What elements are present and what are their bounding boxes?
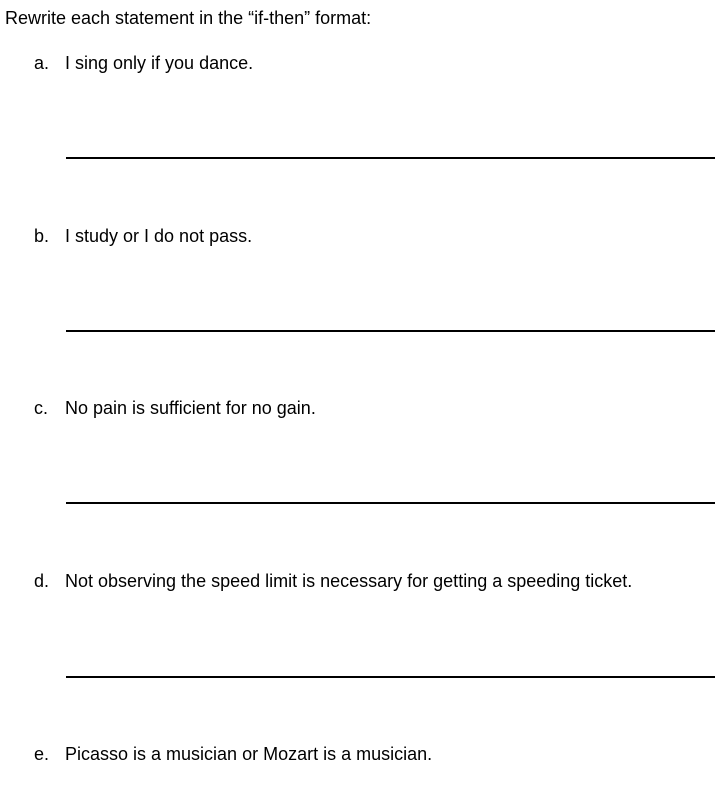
item-letter: c.: [34, 398, 49, 418]
answer-line-b[interactable]: [66, 330, 715, 332]
item-letter: b.: [34, 226, 50, 246]
answer-line-c[interactable]: [66, 502, 715, 504]
item-letter: a.: [34, 53, 50, 73]
item-letter: e.: [34, 744, 50, 764]
item-letter: d.: [34, 571, 50, 591]
item-statement: I sing only if you dance.: [65, 53, 254, 73]
instruction-text: Rewrite each statement in the “if-then” format:: [5, 8, 372, 28]
item-statement: I study or I do not pass.: [65, 226, 253, 246]
item-statement: Picasso is a musician or Mozart is a musician.: [65, 744, 433, 764]
answer-line-d[interactable]: [66, 676, 715, 678]
item-statement: Not observing the speed limit is necessary for getting a speeding ticket.: [65, 571, 633, 591]
item-statement: No pain is sufficient for no gain.: [65, 398, 316, 418]
answer-line-a[interactable]: [66, 157, 715, 159]
